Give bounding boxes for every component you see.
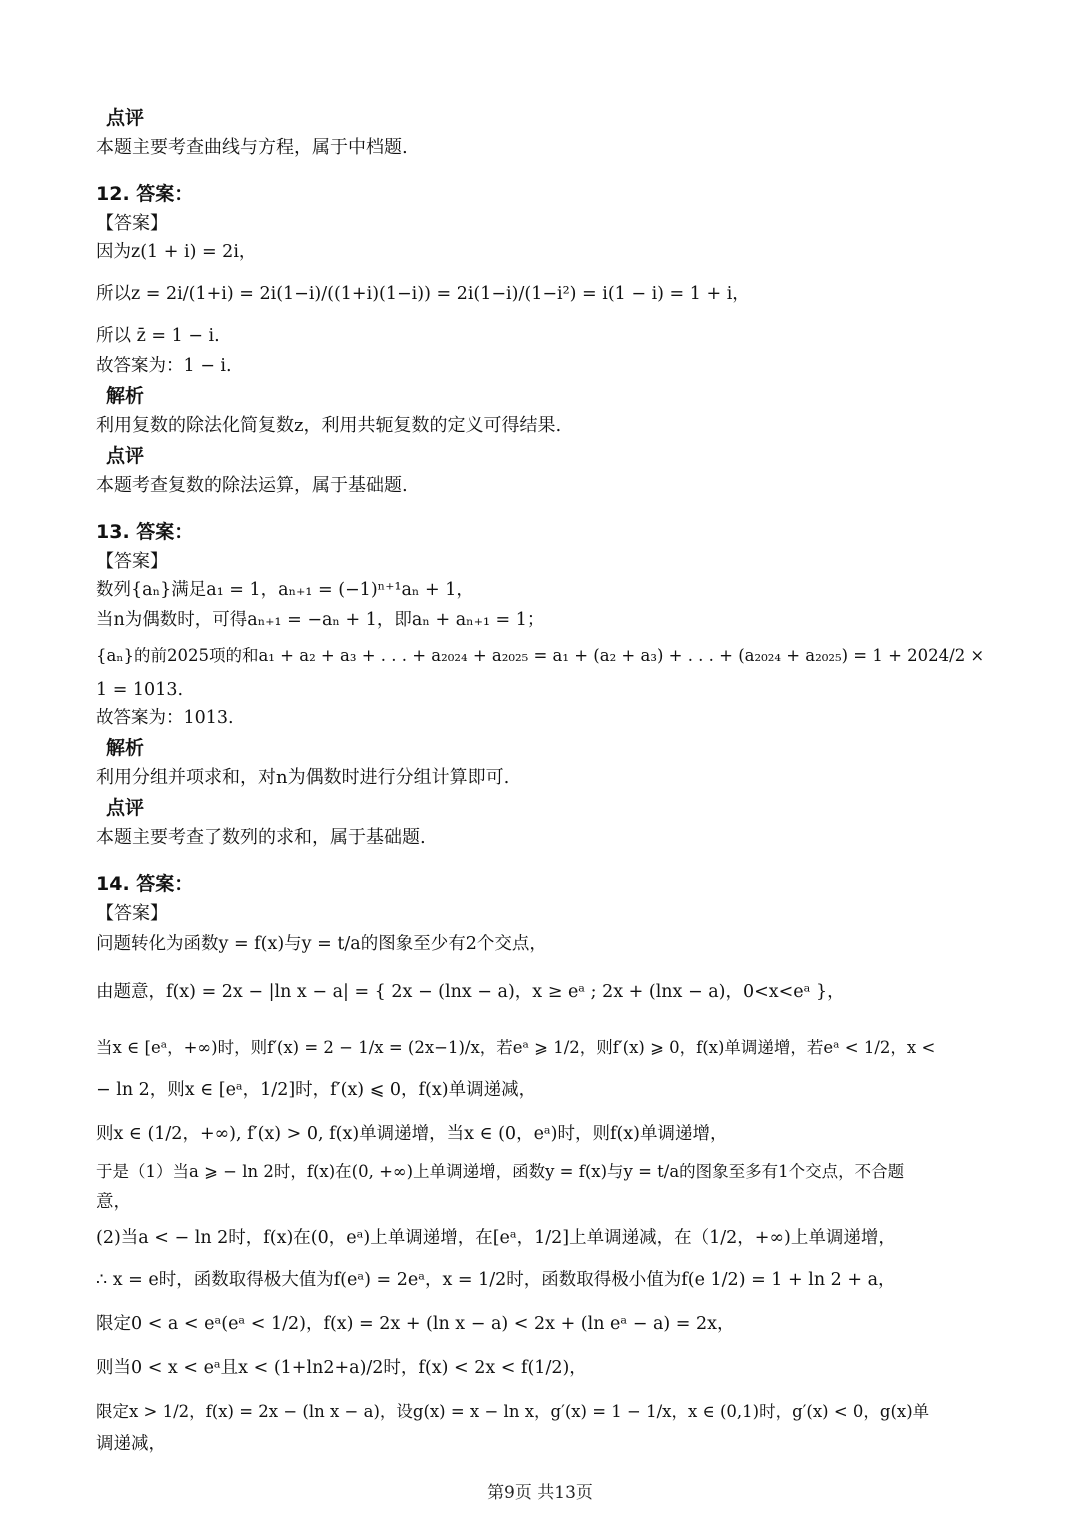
question-14-header <box>96 872 1040 896</box>
question-12-header <box>96 182 1040 206</box>
q12-line-1: 因为z(1 + i) = 2i， <box>96 242 257 262</box>
analysis-text-12: 利用复数的除法化简复数z，利用共轭复数的定义可得结果. <box>96 415 562 436</box>
q13-line-3: {aₙ}的前2025项的和a₁ + a₂ + a₃ + . . . + a₂₀₂₄ + a₂₀₂₅ = a₁ + (a₂ + a₃) + . . . + (a₂₀₂₄ + a₂₀₂₅) = 1 + 2024/2 × <box>96 646 985 665</box>
q14-line-8: (2)当a < − ln 2时，f(x)在(0，eᵃ)上单调递增，在[eᵃ，1/2]上单调递减，在（1/2，+∞)上单调递增， <box>96 1228 896 1248</box>
answer-title: 答案： <box>136 873 194 895</box>
q14-line-7: 意， <box>96 1192 131 1212</box>
question-number: 13. <box>96 521 130 543</box>
q14-line-2: 由题意，f(x) = 2x − |ln x − a| = { 2x − (lnx − a)，x ≥ eᵃ ; 2x + (lnx − a)，0<x<eᵃ }， <box>96 982 845 1002</box>
comment-heading-12: 点评 <box>106 445 145 467</box>
analysis-heading-13: 解析 <box>106 737 145 759</box>
comment-heading-13: 点评 <box>106 797 145 819</box>
q14-line-12: 限定x > 1/2，f(x) = 2x − (ln x − a)，设g(x) = x − ln x，g′(x) = 1 − 1/x，x ∈ (0,1)时，g′(x) < 0，g(x)单 <box>96 1402 930 1421</box>
q14-line-4: − ln 2，则x ∈ [eᵃ，1/2]时，f′(x) ⩽ 0，f(x)单调递减， <box>96 1080 537 1100</box>
answer-title: 答案： <box>136 183 194 205</box>
answer-tag-12: 【答案】 <box>96 213 168 234</box>
answer-title: 答案： <box>136 521 194 543</box>
q13-line-1: 数列{aₙ}满足a₁ = 1，aₙ₊₁ = (−1)ⁿ⁺¹aₙ + 1， <box>96 580 474 600</box>
q12-line-2: 所以z = 2i/(1+i) = 2i(1−i)/((1+i)(1−i)) = 2i(1−i)/(1−i²) = i(1 − i) = 1 + i， <box>96 284 750 304</box>
comment-text-13: 本题主要考查了数列的求和，属于基础题. <box>96 827 426 848</box>
answer-tag-13: 【答案】 <box>96 551 168 572</box>
q14-line-1: 问题转化为函数y = f(x)与y = t/a的图象至少有2个交点， <box>96 934 547 954</box>
q14-line-5: 则x ∈ (1/2，+∞), f′(x) > 0, f(x)单调递增，当x ∈ (0，eᵃ)时，则f(x)单调递增， <box>96 1124 728 1144</box>
answer-tag-14: 【答案】 <box>96 903 168 924</box>
question-number: 12. <box>96 183 130 205</box>
q14-line-3: 当x ∈ [eᵃ，+∞)时，则f′(x) = 2 − 1/x = (2x−1)/x，若eᵃ ⩾ 1/2，则f′(x) ⩾ 0，f(x)单调递增，若eᵃ < 1/2，x < <box>96 1038 936 1057</box>
analysis-heading-12: 解析 <box>106 385 145 407</box>
q14-line-9: ∴ x = e时，函数取得极大值为f(eᵃ) = 2eᵃ，x = 1/2时，函数取得极小值为f(e 1/2) = 1 + ln 2 + a， <box>96 1270 896 1290</box>
q13-line-4: 1 = 1013. <box>96 680 184 700</box>
q12-line-3: 所以 z̄ = 1 − i. <box>96 326 220 346</box>
comment-text-12: 本题考查复数的除法运算，属于基础题. <box>96 475 408 496</box>
page-footer: 第9页 共13页 <box>487 1483 593 1503</box>
q12-line-4: 故答案为：1 − i. <box>96 356 232 376</box>
question-number: 14. <box>96 873 130 895</box>
analysis-text-13: 利用分组并项求和，对n为偶数时进行分组计算即可. <box>96 767 510 788</box>
comment-text-11: 本题主要考查曲线与方程，属于中档题. <box>96 137 408 158</box>
question-13-header <box>96 520 1040 544</box>
comment-heading-11: 点评 <box>106 107 145 129</box>
q13-line-2: 当n为偶数时，可得aₙ₊₁ = −aₙ + 1，即aₙ + aₙ₊₁ = 1； <box>96 610 545 630</box>
q14-line-11: 则当0 < x < eᵃ且x < (1+ln2+a)/2时，f(x) < 2x < f(1/2)， <box>96 1358 587 1378</box>
q13-line-5: 故答案为：1013. <box>96 708 234 728</box>
q14-line-10: 限定0 < a < eᵃ(eᵃ < 1/2)，f(x) = 2x + (ln x − a) < 2x + (ln eᵃ − a) = 2x， <box>96 1314 735 1334</box>
q14-line-13: 调递减， <box>96 1434 166 1454</box>
q14-line-6: 于是（1）当a ⩾ − ln 2时，f(x)在(0, +∞)上单调递增，函数y = f(x)与y = t/a的图象至多有1个交点，不合题 <box>96 1162 905 1181</box>
